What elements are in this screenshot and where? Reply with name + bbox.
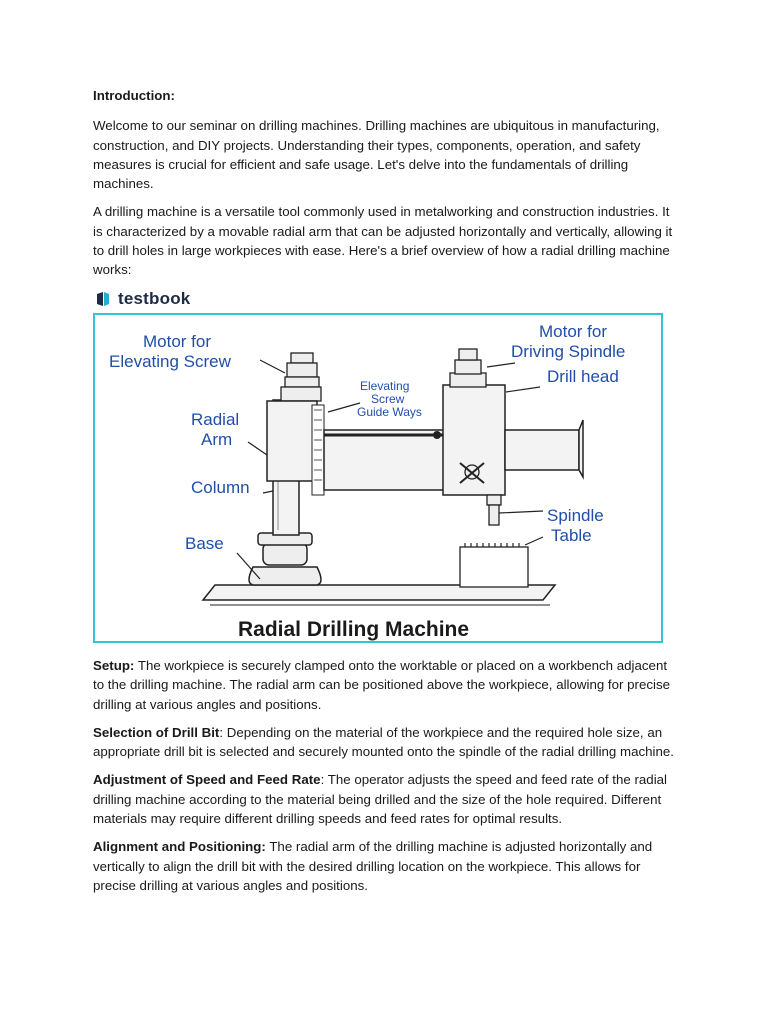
label-column: Column bbox=[191, 478, 250, 497]
step-text: : Depending on the material of the workpiece and the required hole size, an appropriate drill bit is selected and securely mounted onto the spindle of the radial drilling machine. bbox=[93, 724, 674, 760]
testbook-logo bbox=[95, 289, 190, 309]
label-motor-elevating-2: Elevating Screw bbox=[109, 352, 231, 371]
step-title: Alignment and Positioning: bbox=[93, 839, 266, 855]
document-page bbox=[93, 86, 678, 289]
column-base bbox=[249, 533, 321, 585]
step-title: Setup: bbox=[93, 658, 135, 673]
label-guide-2: Screw bbox=[371, 392, 405, 406]
step-title: Selection of Drill Bit bbox=[93, 724, 220, 740]
intro-paragraph-2: A drilling machine is a versatile tool commonly used in metalworking and construction industries. It is characterized by a movable radial arm that can be adjusted horizontally and vertically, allowing it to drill holes in large workpieces with ease. Here's a brief overview of how a radial drilling machine works: bbox=[93, 204, 673, 278]
label-spindle: Spindle bbox=[547, 506, 604, 525]
step-drill-bit bbox=[93, 723, 678, 762]
intro-paragraph-1: Welcome to our seminar on drilling machines. Drilling machines are ubiquitous in manufacturing, construction, and DIY projects. Understanding their types, components, operation, and safety measures is crucial for efficient and safe usage. Let's delve into the fundamentals of drilling machines. bbox=[93, 118, 660, 192]
testbook-logo-icon bbox=[95, 291, 111, 307]
label-guide-1: Elevating bbox=[360, 379, 410, 393]
work-table bbox=[460, 543, 528, 587]
label-drill-head: Drill head bbox=[547, 367, 619, 386]
radial-drilling-machine-figure bbox=[93, 313, 663, 643]
steps-section bbox=[93, 656, 678, 904]
spindle bbox=[487, 495, 501, 525]
label-motor-driving-2: Driving Spindle bbox=[511, 342, 626, 361]
label-guide-3: Guide Ways bbox=[357, 405, 422, 419]
label-table: Table bbox=[551, 526, 592, 545]
figure-title: Radial Drilling Machine bbox=[238, 618, 470, 641]
step-text: The workpiece is securely clamped onto the worktable or placed on a workbench adjacent to the drilling machine. The radial arm can be positioned above the workpiece, allowing for precise drilling at various angles and positions. bbox=[93, 658, 671, 712]
radial-arm-housing bbox=[267, 401, 324, 495]
label-motor-elevating-1: Motor for bbox=[143, 332, 212, 351]
step-speed-feed bbox=[93, 770, 678, 828]
step-text: The radial arm of the drilling machine is adjusted horizontally and vertically to align the drill bit with the desired drilling location on the workpiece. This allows for precise drilling at various angles and positions. bbox=[93, 839, 653, 893]
step-alignment bbox=[93, 837, 678, 895]
radial-arm bbox=[324, 430, 444, 490]
label-motor-driving-1: Motor for bbox=[539, 322, 608, 341]
label-radial-1: Radial bbox=[191, 410, 240, 429]
testbook-logo-text: testbook bbox=[118, 289, 191, 308]
label-base: Base bbox=[185, 534, 224, 553]
step-setup bbox=[93, 656, 678, 714]
intro-heading: Introduction: bbox=[93, 88, 175, 103]
elevating-screw-motor bbox=[281, 353, 321, 401]
label-radial-2: Arm bbox=[201, 430, 233, 449]
machine-base-platform bbox=[203, 585, 555, 605]
step-text: : The operator adjusts the speed and feed rate of the radial drilling machine according to the material being drilled and the size of the hole required. Different materials may require different drilling speeds and feed rates for optimal results. bbox=[93, 772, 668, 827]
step-title: Adjustment of Speed and Feed Rate bbox=[93, 772, 321, 788]
